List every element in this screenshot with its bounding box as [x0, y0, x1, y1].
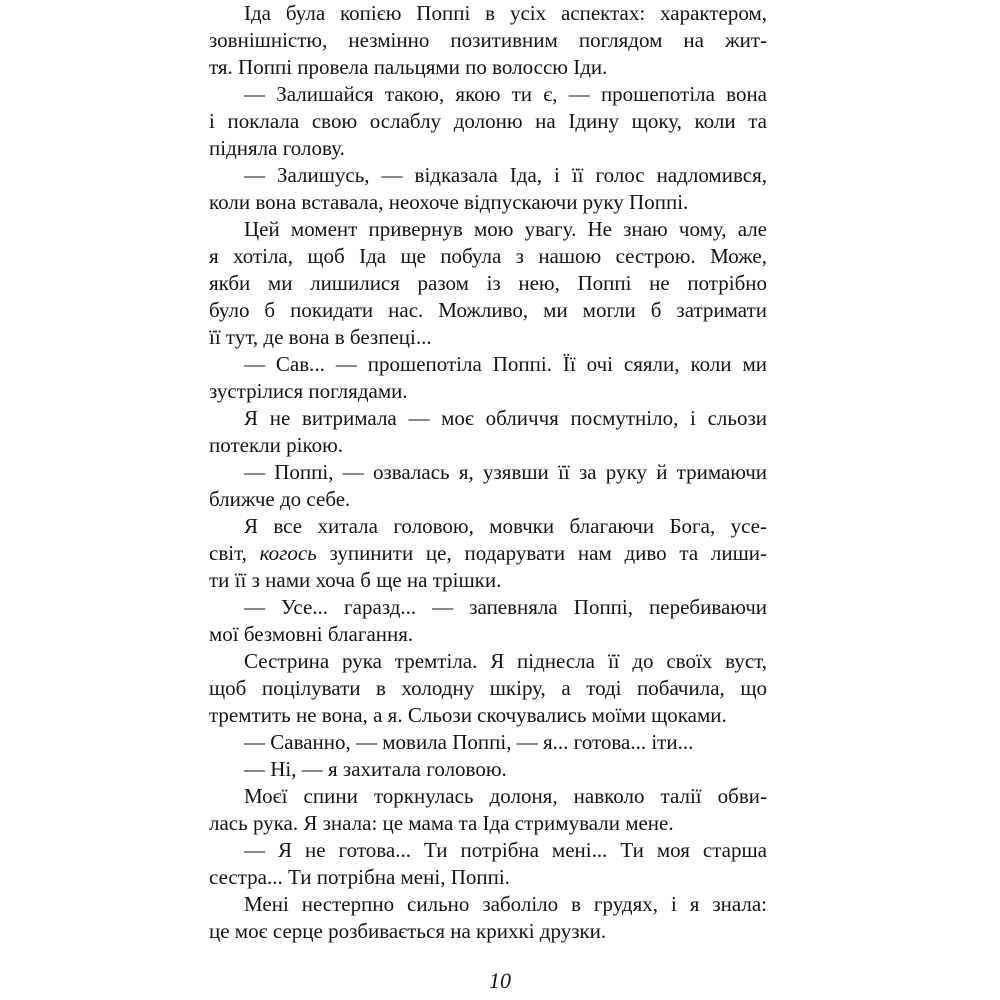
paragraph: [209, 891, 767, 945]
text-line: [209, 891, 767, 918]
text-segment: Цей момент привернув мою увагу. Не знаю чому, але: [244, 217, 767, 241]
text-segment: Я все хитала головою, мовчки благаючи Бога, усе-: [244, 514, 767, 538]
text-line: [209, 864, 767, 891]
text-segment: Моєї спини торкнулась долоня, навколо талії обви-: [244, 784, 767, 808]
text-line: [209, 189, 767, 216]
text-line: [209, 729, 767, 756]
text-line: [209, 378, 767, 405]
text-line: [209, 54, 767, 81]
text-line: [209, 675, 767, 702]
text-line: [209, 351, 767, 378]
text-line: [209, 81, 767, 108]
text-segment: зустрілися поглядами.: [209, 379, 408, 403]
paragraph: [209, 837, 767, 891]
paragraph: [209, 459, 767, 513]
text-line: [209, 324, 767, 351]
paragraph: [209, 405, 767, 459]
text-segment: якби ми лишилися разом із нею, Поппі не потрібно: [209, 271, 767, 295]
text-segment: і поклала свою ослаблу долоню на Ідину щоку, коли та: [209, 109, 767, 133]
paragraph: [209, 756, 767, 783]
text-line: [209, 297, 767, 324]
text-segment: коли вона вставала, неохоче відпускаючи руку Поппі.: [209, 190, 689, 214]
text-segment: щоб поцілувати в холодну шкіру, а тоді побачила, що: [209, 676, 767, 700]
text-segment: — Залишайся такою, якою ти є, — прошепотіла вона: [244, 82, 767, 106]
text-line: [209, 837, 767, 864]
text-line: [209, 27, 767, 54]
paragraph: [209, 648, 767, 729]
paragraph: [209, 81, 767, 162]
paragraph: [209, 729, 767, 756]
text-segment: світ,: [209, 541, 260, 565]
text-segment: її тут, де вона в безпеці...: [209, 325, 432, 349]
text-line: [209, 648, 767, 675]
paragraph: [209, 513, 767, 594]
text-line: [209, 432, 767, 459]
text-line: [209, 918, 767, 945]
text-segment: підняла голову.: [209, 136, 345, 160]
text-segment: — Ні, — я захитала головою.: [244, 757, 507, 781]
text-segment: — Саванно, — мовила Поппі, — я... готова... іти...: [244, 730, 694, 754]
text-segment: зупинити це, подарувати нам диво та лиши-: [316, 541, 767, 565]
text-segment: — Залишусь, — відказала Іда, і її голос надломився,: [244, 163, 767, 187]
text-segment: Іда була копією Поппі в усіх аспектах: характером,: [244, 1, 767, 25]
paragraph: [209, 216, 767, 351]
text-line: [209, 243, 767, 270]
page-text: [209, 0, 767, 945]
text-segment: Я не витримала — моє обличчя посмутніло, і сльози: [244, 406, 767, 430]
text-segment: зовнішністю, незмінно позитивним поглядом на жит-: [209, 28, 767, 52]
text-line: [209, 810, 767, 837]
paragraph: [209, 0, 767, 81]
paragraph: [209, 783, 767, 837]
text-line: [209, 270, 767, 297]
text-segment: — Сав... — прошепотіла Поппі. Її очі сяяли, коли ми: [244, 352, 767, 376]
page-number: 10: [489, 968, 511, 993]
paragraph: [209, 351, 767, 405]
text-segment: — Усе... гаразд... — запевняла Поппі, перебиваючи: [244, 595, 767, 619]
text-line: [209, 216, 767, 243]
text-segment: — Я не готова... Ти потрібна мені... Ти моя старша: [244, 838, 767, 862]
text-segment: Мені нестерпно сильно заболіло в грудях, і я знала:: [244, 892, 767, 916]
text-line: [209, 486, 767, 513]
text-line: [209, 594, 767, 621]
paragraph: [209, 162, 767, 216]
text-segment: я хотіла, щоб Іда ще побула з нашою сестрою. Може,: [209, 244, 767, 268]
text-segment: Сестрина рука тремтіла. Я піднесла її до своїх вуст,: [244, 649, 767, 673]
text-line: [209, 459, 767, 486]
text-segment: було б покидати нас. Можливо, ми могли б затримати: [209, 298, 767, 322]
text-segment: потекли рікою.: [209, 433, 344, 457]
text-line: [209, 621, 767, 648]
paragraph: [209, 594, 767, 648]
text-segment: тя. Поппі провела пальцями по волоссю Іди.: [209, 55, 608, 79]
text-line: [209, 108, 767, 135]
text-line: [209, 162, 767, 189]
text-line: [209, 135, 767, 162]
text-segment: мої безмовні благання.: [209, 622, 414, 646]
text-line: [209, 513, 767, 540]
text-line: [209, 783, 767, 810]
text-segment: ближче до себе.: [209, 487, 351, 511]
text-segment: сестра... Ти потрібна мені, Поппі.: [209, 865, 510, 889]
text-line: [209, 540, 767, 567]
text-segment: лась рука. Я знала: це мама та Іда стримували мене.: [209, 811, 674, 835]
text-line: [209, 0, 767, 27]
text-segment: тремтить не вона, а я. Сльози скочувались моїми щоками.: [209, 703, 727, 727]
text-segment: це моє серце розбивається на крихкі друзки.: [209, 919, 607, 943]
text-line: [209, 405, 767, 432]
text-line: [209, 567, 767, 594]
text-line: [209, 702, 767, 729]
text-line: [209, 756, 767, 783]
text-segment: — Поппі, — озвалась я, узявши її за руку й тримаючи: [244, 460, 767, 484]
text-segment: ти її з нами хоча б ще на трішки.: [209, 568, 502, 592]
italic-text: когось: [259, 541, 317, 565]
